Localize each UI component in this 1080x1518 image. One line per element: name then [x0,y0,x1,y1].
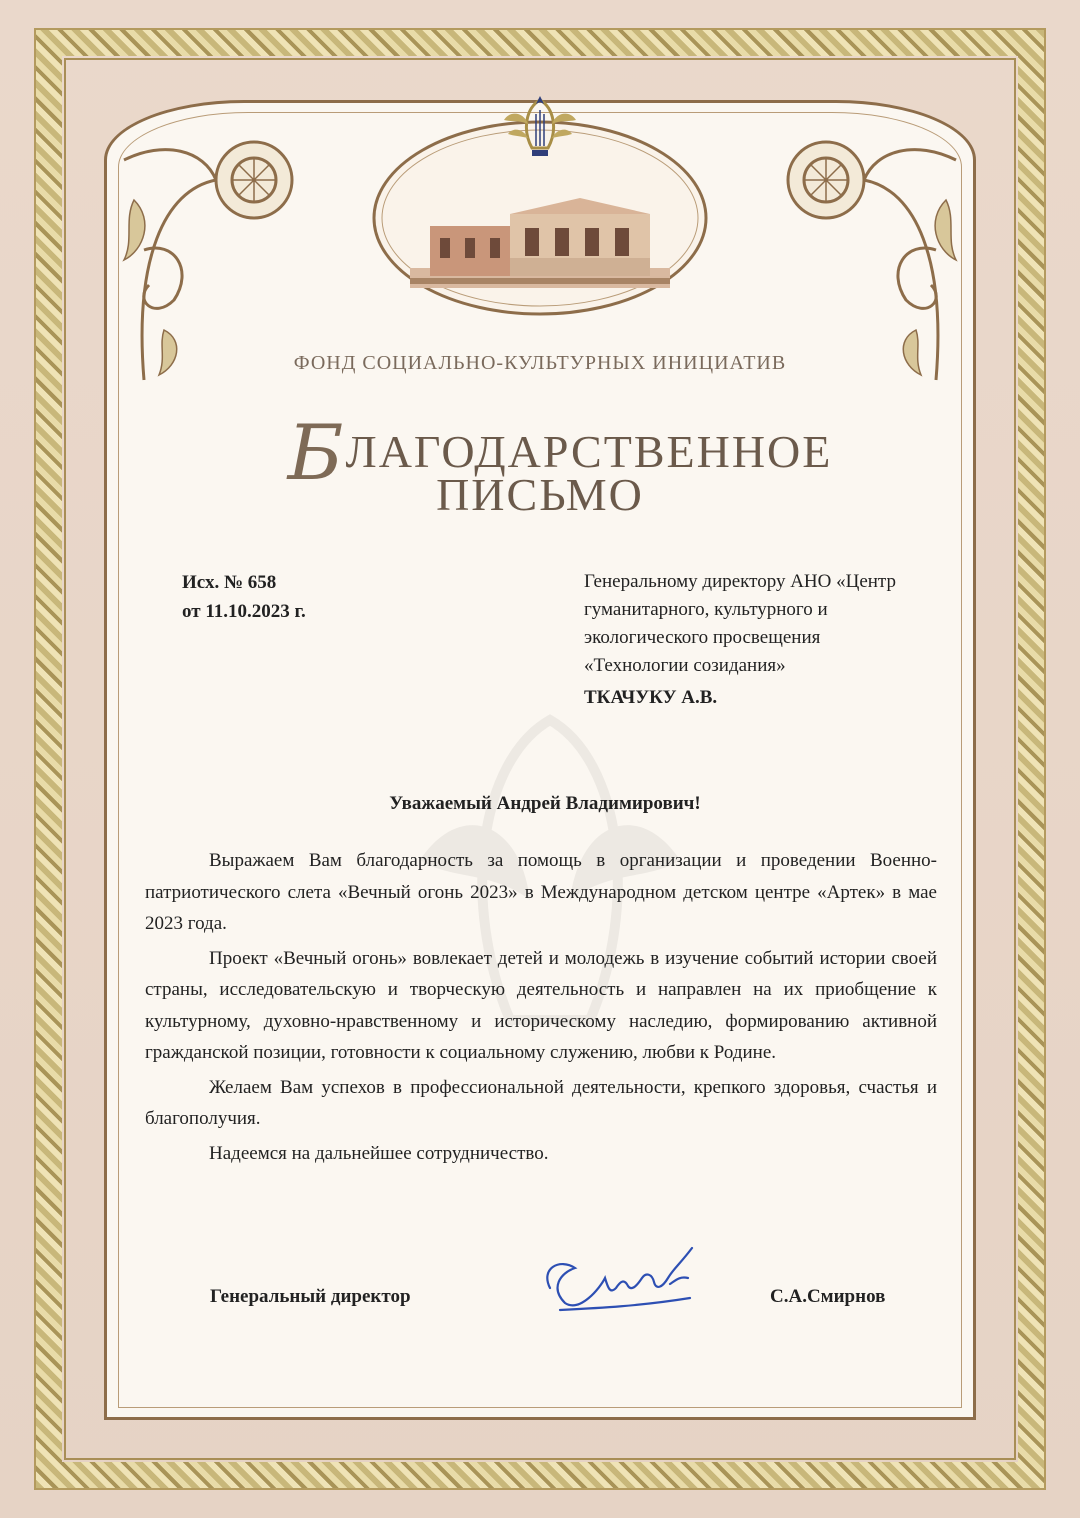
outgoing-reference [182,568,306,626]
title-initial: Б [287,408,346,497]
addressee-text: Генеральному директору АНО «Центр гуманитарного, культурного и экологического просвещения «Технологии созидания» [584,571,896,676]
title-line1-rest: ЛАГОДАРСТВЕННОЕ [345,426,833,477]
paragraph: Желаем Вам успехов в профессиональной деятельности, крепкого здоровья, счастья и благополучия. [145,1076,937,1129]
letter-body [145,845,937,1172]
reference-date: от 11.10.2023 г. [182,601,306,622]
paragraph: Проект «Вечный огонь» вовлекает детей и молодежь в изучение событий истории своей страны, исследовательскую и творческую деятельность и направлен на их приобщение к культурному, духовно-нравственному и историческому наследию, формированию активной гражданской позиции, готовности к социальному служению, любви к Родине. [145,947,937,1063]
lyre-logo-icon [496,90,584,170]
signatory-name: С.А.Смирнов [770,1286,886,1307]
addressee-name: ТКАЧУКУ А.В. [584,687,718,708]
paragraph: Надеемся на дальнейшее сотрудничество. [209,1142,549,1164]
handwritten-signature [520,1228,720,1328]
organization-name: ФОНД СОЦИАЛЬНО-КУЛЬТУРНЫХ ИНИЦИАТИВ [293,352,787,374]
signatory-position: Генеральный директор [210,1286,411,1307]
document-title-line2: ПИСЬМО [436,469,644,520]
salutation: Уважаемый Андрей Владимирович! [389,793,701,814]
reference-number: Исх. № 658 [182,572,277,593]
paragraph: Выражаем Вам благодарность за помощь в организации и проведении Военно-патриотического слета «Вечный огонь 2023» в Международном детском центре «Артек» в мае 2023 года. [145,850,937,934]
addressee-block [584,568,924,712]
